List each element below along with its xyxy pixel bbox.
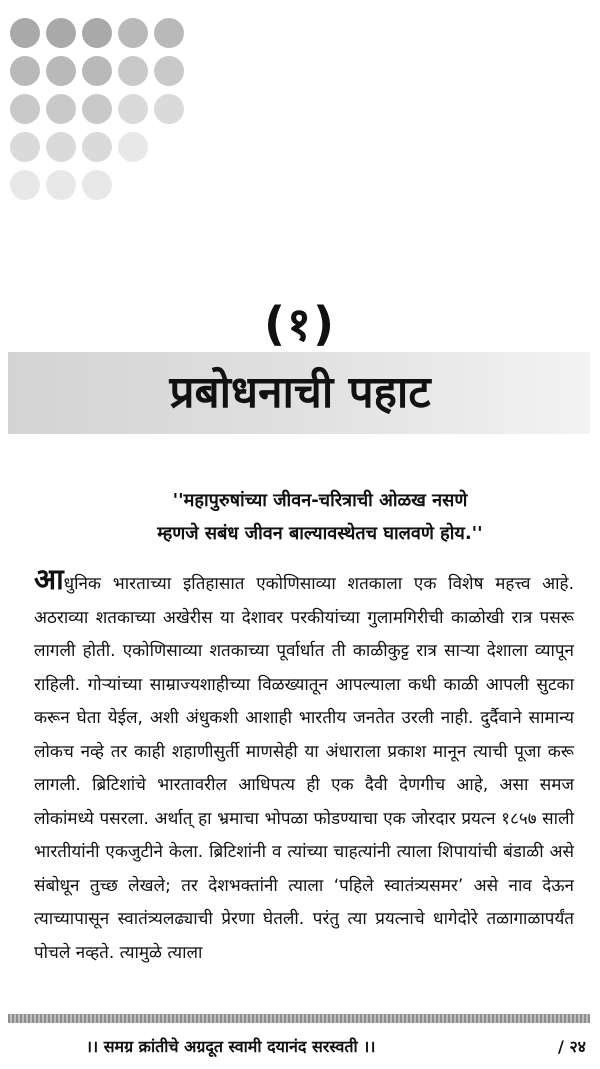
footer-divider bbox=[8, 1014, 590, 1023]
quote-line-2: म्हणजे सबंध जीवन बाल्यावस्थेतच घालवणे होय.'' bbox=[157, 523, 483, 544]
decorative-dot bbox=[82, 56, 112, 86]
footer-page-number: / २४ bbox=[557, 1037, 586, 1056]
decorative-dot bbox=[118, 56, 148, 86]
decorative-dot bbox=[118, 94, 148, 124]
decorative-dot-grid bbox=[10, 18, 190, 218]
quote-line-1: ''महापुरुषांच्या जीवन-चरित्राची ओळख नसणे bbox=[172, 490, 468, 511]
decorative-dot bbox=[82, 170, 112, 200]
body-text: धुनिक भारताच्या इतिहासात एकोणिसाव्या शतकाला एक विशेष महत्त्व आहे. अठराव्या शतकाच्या अखेरीस या देशावर परकीयांच्या गुलामगिरीची काळोखी रात्र पसरू लागली होती. एकोणिसाव्या शतकाच्या पूर्वार्धात ती काळीकुट्ट रात्र साऱ्या देशाला व्यापून राहिली. गोऱ्यांच्या साम्राज्यशाहीच्या विळख्यातून आपल्याला कधी काळी आपली सुटका करून घेता येईल, अशी अंधुकशी आशाही भारतीय जनतेत उरली नाही. दुर्दैवाने सामान्य लोकच नव्हे तर काही शहाणीसुर्ती माणसेही या अंधाराला प्रकाश मानून त्याची पूजा करू लागली. ब्रिटिशांचे भारतावरील आधिपत्य ही एक दैवी देणगीच आहे, असा समज लोकांमध्ये पसरला. अर्थात् हा भ्रमाचा भोपळा फोडण्याचा एक जोरदार प्रयत्न १८५७ साली भारतीयांनी एकजुटीने केला. ब्रिटिशांनी व त्यांच्या चाहत्यांनी त्याला शिपायांची बंडाळी असे संबोधून तुच्छ लेखले; तर देशभक्तांनी त्याला ‘पहिले स्वातंत्र्यसमर’ असे नाव देऊन त्याच्यापासून स्वातंत्र्यलढ्याची प्रेरणा घेतली. परंतु त्या प्रयत्नाचे धागेदोरे तळागाळापर्यंत पोचले नव्हते. त्यामुळे त्याला bbox=[34, 574, 574, 963]
drop-cap: आ bbox=[34, 562, 64, 596]
body-paragraph bbox=[34, 562, 574, 970]
decorative-dot bbox=[154, 18, 184, 48]
chapter-title: प्रबोधनाची पहाट bbox=[169, 367, 431, 418]
decorative-dot bbox=[10, 170, 40, 200]
decorative-dot bbox=[154, 56, 184, 86]
decorative-dot bbox=[82, 94, 112, 124]
decorative-dot bbox=[118, 18, 148, 48]
decorative-dot bbox=[154, 94, 184, 124]
decorative-dot bbox=[46, 18, 76, 48]
decorative-dot bbox=[46, 170, 76, 200]
epigraph-quote bbox=[70, 484, 570, 550]
decorative-dot bbox=[46, 94, 76, 124]
decorative-dot bbox=[10, 56, 40, 86]
decorative-dot bbox=[10, 18, 40, 48]
decorative-dot bbox=[82, 18, 112, 48]
decorative-dot bbox=[46, 132, 76, 162]
footer-book-title: ।। समग्र क्रांतीचे अग्रदूत स्वामी दयानंद सरस्वती ।। bbox=[86, 1037, 376, 1056]
chapter-number: (१) bbox=[264, 297, 336, 351]
page-footer bbox=[0, 1032, 600, 1060]
decorative-dot bbox=[10, 132, 40, 162]
decorative-dot bbox=[46, 56, 76, 86]
decorative-dot bbox=[10, 94, 40, 124]
decorative-dot bbox=[82, 132, 112, 162]
decorative-dot bbox=[118, 132, 148, 162]
